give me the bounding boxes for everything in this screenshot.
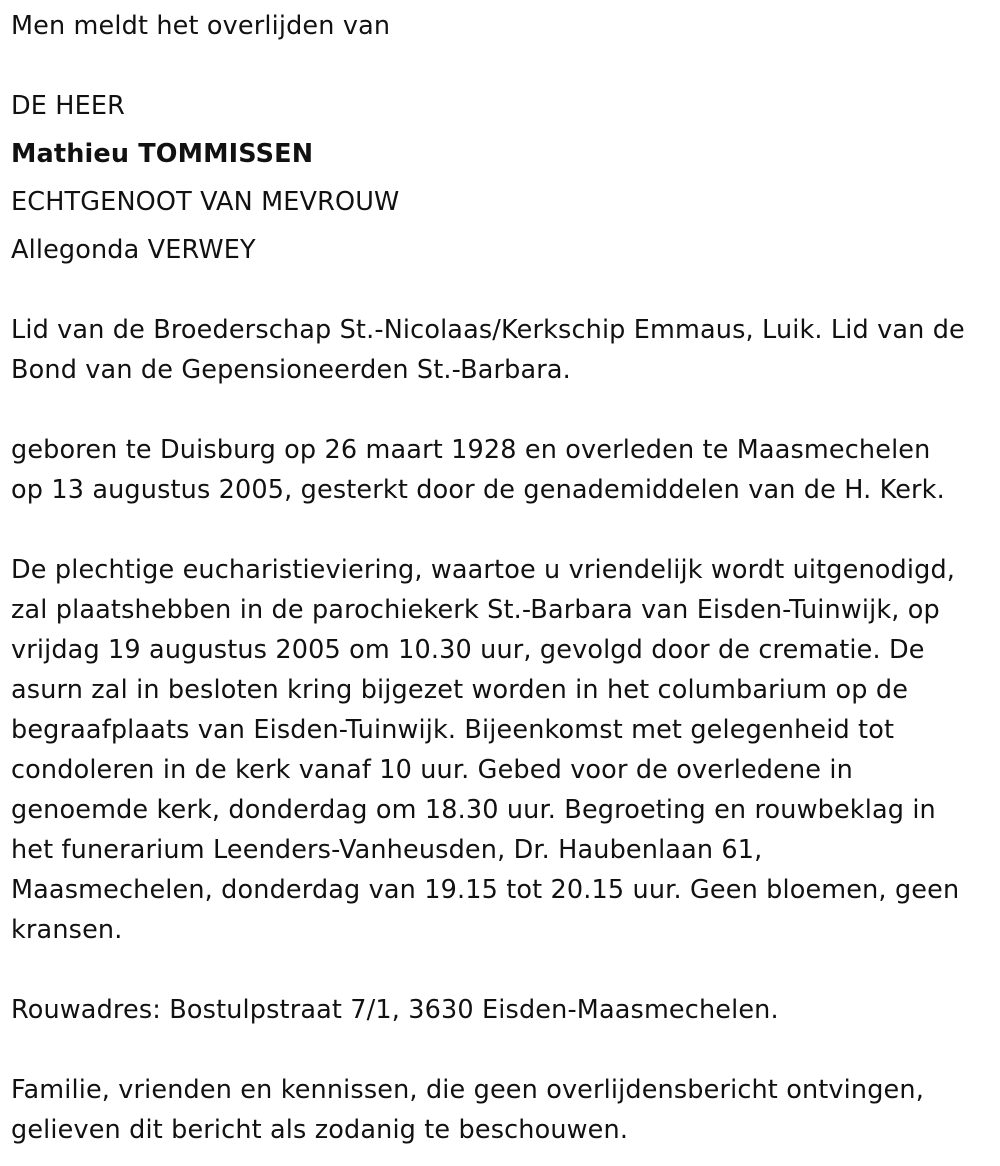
birth-death-paragraph	[11, 430, 991, 510]
address-text: Rouwadres: Bostulpstraat 7/1, 3630 Eisden-Maasmechelen.	[11, 995, 779, 1025]
ceremony-line: Maasmechelen, donderdag van 19.15 tot 20.15 uur. Geen bloemen, geen	[11, 875, 960, 905]
membership-line: Lid van de Broederschap St.-Nicolaas/Kerkschip Emmaus, Luik. Lid van de	[11, 315, 965, 345]
deceased-name: Mathieu TOMMISSEN	[11, 139, 314, 169]
ceremony-line: genoemde kerk, donderdag om 18.30 uur. Begroeting en rouwbeklag in	[11, 795, 936, 825]
membership-line: Bond van de Gepensioneerden St.-Barbara.	[11, 355, 571, 385]
closing-line: gelieven dit bericht als zodanig te beschouwen.	[11, 1115, 629, 1145]
title-text: DE HEER	[11, 91, 126, 121]
ceremony-paragraph	[11, 550, 991, 950]
ceremony-line: asurn zal in besloten kring bijgezet worden in het columbarium op de	[11, 675, 909, 705]
closing-line: Familie, vrienden en kennissen, die geen overlijdensbericht ontvingen,	[11, 1075, 924, 1105]
birth-death-line: geboren te Duisburg op 26 maart 1928 en overleden te Maasmechelen	[11, 435, 931, 465]
ceremony-line: De plechtige eucharistieviering, waartoe u vriendelijk wordt uitgenodigd,	[11, 555, 956, 585]
ceremony-line: condoleren in de kerk vanaf 10 uur. Gebed voor de overledene in	[11, 755, 853, 785]
birth-death-line: op 13 augustus 2005, gesterkt door de genademiddelen van de H. Kerk.	[11, 475, 945, 505]
membership-paragraph	[11, 310, 991, 390]
ceremony-line: kransen.	[11, 915, 123, 945]
intro-text: Men meldt het overlijden van	[11, 11, 391, 41]
closing-paragraph	[11, 1070, 991, 1150]
ceremony-line: begraafplaats van Eisden-Tuinwijk. Bijeenkomst met gelegenheid tot	[11, 715, 895, 745]
ceremony-line: zal plaatshebben in de parochiekerk St.-Barbara van Eisden-Tuinwijk, op	[11, 595, 940, 625]
ceremony-line: het funerarium Leenders-Vanheusden, Dr. Haubenlaan 61,	[11, 835, 763, 865]
spouse-label: ECHTGENOOT VAN MEVROUW	[11, 187, 400, 217]
spouse-name: Allegonda VERWEY	[11, 235, 256, 265]
ceremony-line: vrijdag 19 augustus 2005 om 10.30 uur, gevolgd door de crematie. De	[11, 635, 925, 665]
